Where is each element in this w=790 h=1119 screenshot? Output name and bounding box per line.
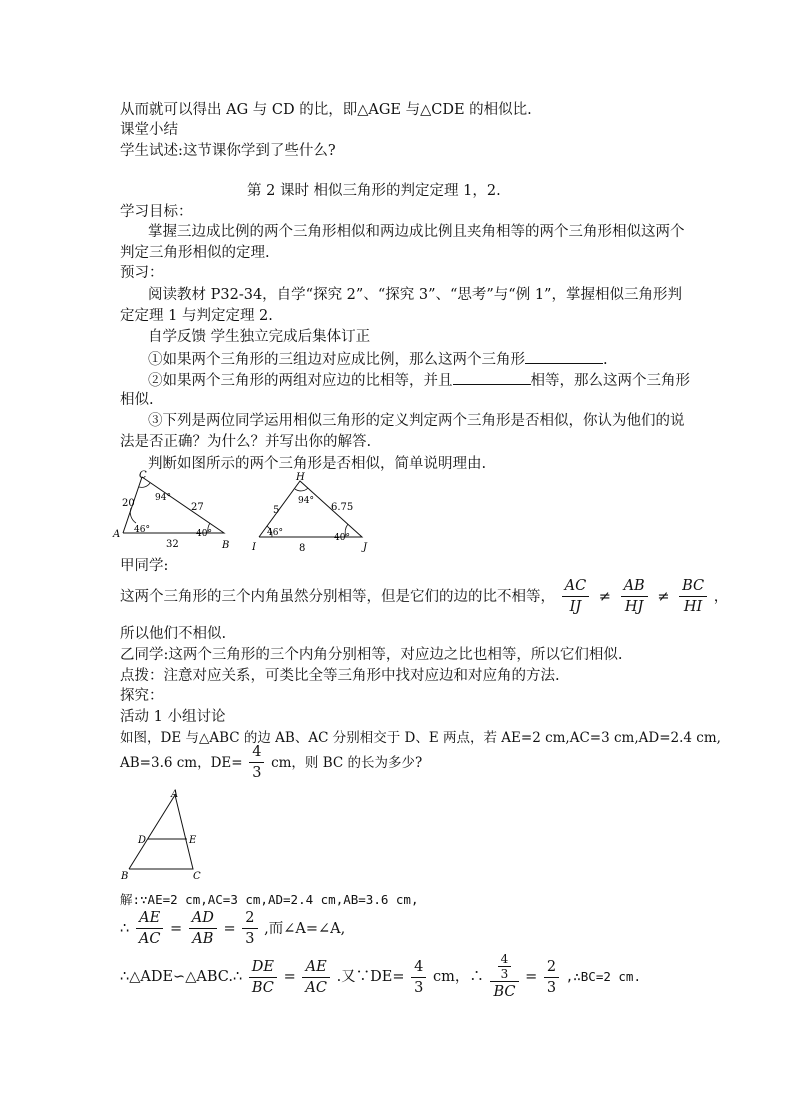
vertex-e-label: E — [189, 835, 197, 846]
vertex-c-label: C — [193, 871, 201, 882]
question-text: cm，则 BC 的长为多少? — [271, 754, 423, 771]
angle-a-label: 46° — [134, 525, 150, 535]
solution-text: ,∴BC=2 cm. — [565, 969, 641, 984]
fraction-four-thirds: $\frac{4}{3}$ — [411, 957, 426, 998]
question-period: . — [603, 352, 608, 368]
de-value-line — [120, 742, 422, 786]
fill-in-question-1 — [148, 348, 608, 370]
vertex-b-label: B — [121, 871, 129, 882]
solution-text: ,而∠A=∠A, — [264, 920, 346, 937]
fraction-ab-hj: $\frac{AB}{HJ}$ — [621, 576, 648, 617]
fraction-two-thirds: $\frac{2}{3}$ — [242, 908, 257, 949]
vertex-j-label: J — [363, 542, 368, 553]
vertex-b-label: B — [222, 540, 230, 551]
fill-in-question-2 — [148, 369, 690, 391]
comma: ， — [713, 588, 729, 605]
fraction-four-thirds-small: $\frac{4}{3}$ — [498, 952, 512, 981]
side-ac-label: 20 — [122, 498, 135, 509]
angle-h-label: 94° — [298, 496, 314, 506]
answer-blank — [453, 369, 531, 385]
answer-blank — [525, 348, 603, 364]
text-line: 乙同学:这两个三角形的三个内角分别相等，对应边之比也相等，所以它们相似. — [120, 647, 623, 663]
not-equal-sign: ≠ — [657, 588, 670, 605]
solution-text: .又∵DE= — [336, 969, 405, 985]
text-line: 甲同学: — [120, 558, 169, 574]
question-text: 相等，那么这两个三角形 — [530, 373, 690, 389]
text-line: 阅读教材 P32-34，自学“探究 2”、“探究 3”、“思考”与“例 1”，掌握相似三角形判 — [148, 287, 682, 303]
fraction-inequality-line — [120, 576, 728, 618]
text-line: 所以他们不相似. — [120, 626, 227, 642]
solution-final-line — [120, 952, 641, 1020]
fraction-ad-ab: $\frac{AD}{AB}$ — [189, 908, 217, 949]
vertex-a-label: A — [113, 529, 121, 540]
text-line: ③下列是两位同学运用相似三角形的定义判定两个三角形是否相似，你认为他们的说 — [148, 413, 685, 429]
section-heading-summary: 课堂小结 — [120, 122, 178, 138]
text-line: 学生试述:这节课你学到了些什么? — [120, 143, 336, 159]
question-text: AB=3.6 cm，DE= — [120, 754, 243, 771]
solution-ratio-line — [120, 908, 345, 952]
text-line: 如图，DE 与△ABC 的边 AB、AC 分别相交于 D、E 两点，若 AE=2 cm,AC=3 cm,AD=2.4 cm, — [120, 730, 721, 746]
text-line: 判断如图所示的两个三角形是否相似，简单说明理由. — [148, 456, 487, 472]
vertex-h-label: H — [296, 472, 305, 483]
side-cb-label: 27 — [191, 502, 204, 513]
question-text: ②如果两个三角形的两组对应边的比相等，并且 — [148, 373, 453, 389]
text-line: 定定理 1 与判定定理 2. — [120, 308, 273, 324]
fraction-bc-hi: $\frac{BC}{HI}$ — [679, 576, 707, 617]
angle-i-label: 46° — [267, 528, 283, 538]
section-heading-goals: 学习目标： — [120, 204, 193, 220]
fraction-ae-ac: $\frac{AE}{AC}$ — [302, 957, 330, 998]
equals-sign: = — [223, 920, 236, 937]
side-ij-label: 8 — [299, 543, 306, 554]
triangle-hij — [251, 472, 368, 554]
compound-fraction: $\frac{\frac{4}{3}}{BC}$ — [490, 952, 518, 1002]
side-ab-label: 32 — [166, 539, 179, 550]
text-line: 判定三角形相似的定理. — [120, 245, 270, 261]
fraction-four-thirds: $\frac{4}{3}$ — [249, 742, 264, 783]
triangle-abc — [112, 470, 229, 551]
triangle-figures — [112, 470, 392, 556]
text-line: 相似. — [120, 392, 154, 408]
equals-sign: = — [283, 969, 296, 985]
activity-heading: 活动 1 小组讨论 — [120, 709, 226, 725]
fraction-two-thirds: $\frac{2}{3}$ — [544, 957, 559, 998]
fraction-ae-ac: $\frac{AE}{AC}$ — [136, 908, 164, 949]
section-heading-explore: 探究： — [120, 688, 164, 704]
solution-text: ∴△ADE∽△ABC.∴ — [120, 969, 243, 985]
therefore-symbol: ∴ — [120, 920, 130, 937]
vertex-c-label: C — [139, 470, 147, 481]
vertex-d-label: D — [138, 835, 147, 846]
equals-sign: = — [525, 969, 538, 985]
triangle-ade-figure — [112, 786, 222, 882]
text-line: 掌握三边成比例的两个三角形相似和两边成比例且夹角相等的两个三角形相似这两个 — [148, 224, 685, 240]
angle-c-label: 94° — [155, 493, 171, 503]
fraction-de-bc: $\frac{DE}{BC}$ — [249, 957, 277, 998]
section-heading-preview: 预习： — [120, 265, 164, 281]
text-line: 从而就可以得出 AG 与 CD 的比，即△AGE 与△CDE 的相似比. — [120, 102, 532, 118]
lesson-title: 第 2 课时 相似三角形的判定定理 1，2. — [247, 183, 501, 199]
text-line: 法是否正确？为什么？并写出你的解答. — [120, 434, 372, 450]
side-hj-label: 6.75 — [331, 502, 354, 513]
equals-sign: = — [170, 920, 183, 937]
vertex-i-label: I — [252, 542, 256, 553]
solution-line: 解:∵AE=2 cm,AC=3 cm,AD=2.4 cm,AB=3.6 cm, — [120, 892, 419, 907]
side-hi-label: 5 — [273, 505, 280, 516]
angle-b-label: 40° — [196, 529, 212, 539]
solution-text: cm，∴ — [432, 969, 484, 985]
text-line: 点拨：注意对应关系，可类比全等三角形中找对应边和对应角的方法. — [120, 668, 560, 684]
not-equal-sign: ≠ — [598, 588, 611, 605]
question-text: ①如果两个三角形的三组边对应成比例，那么这两个三角形 — [148, 352, 525, 368]
question-text: 这两个三角形的三个内角虽然分别相等，但是它们的边的比不相等， — [120, 588, 555, 605]
fraction-ac-ij: $\frac{AC}{IJ}$ — [562, 576, 590, 617]
angle-j-label: 40° — [334, 533, 350, 543]
text-line: 自学反馈 学生独立完成后集体订正 — [148, 329, 371, 345]
vertex-a-label: A — [171, 789, 179, 800]
